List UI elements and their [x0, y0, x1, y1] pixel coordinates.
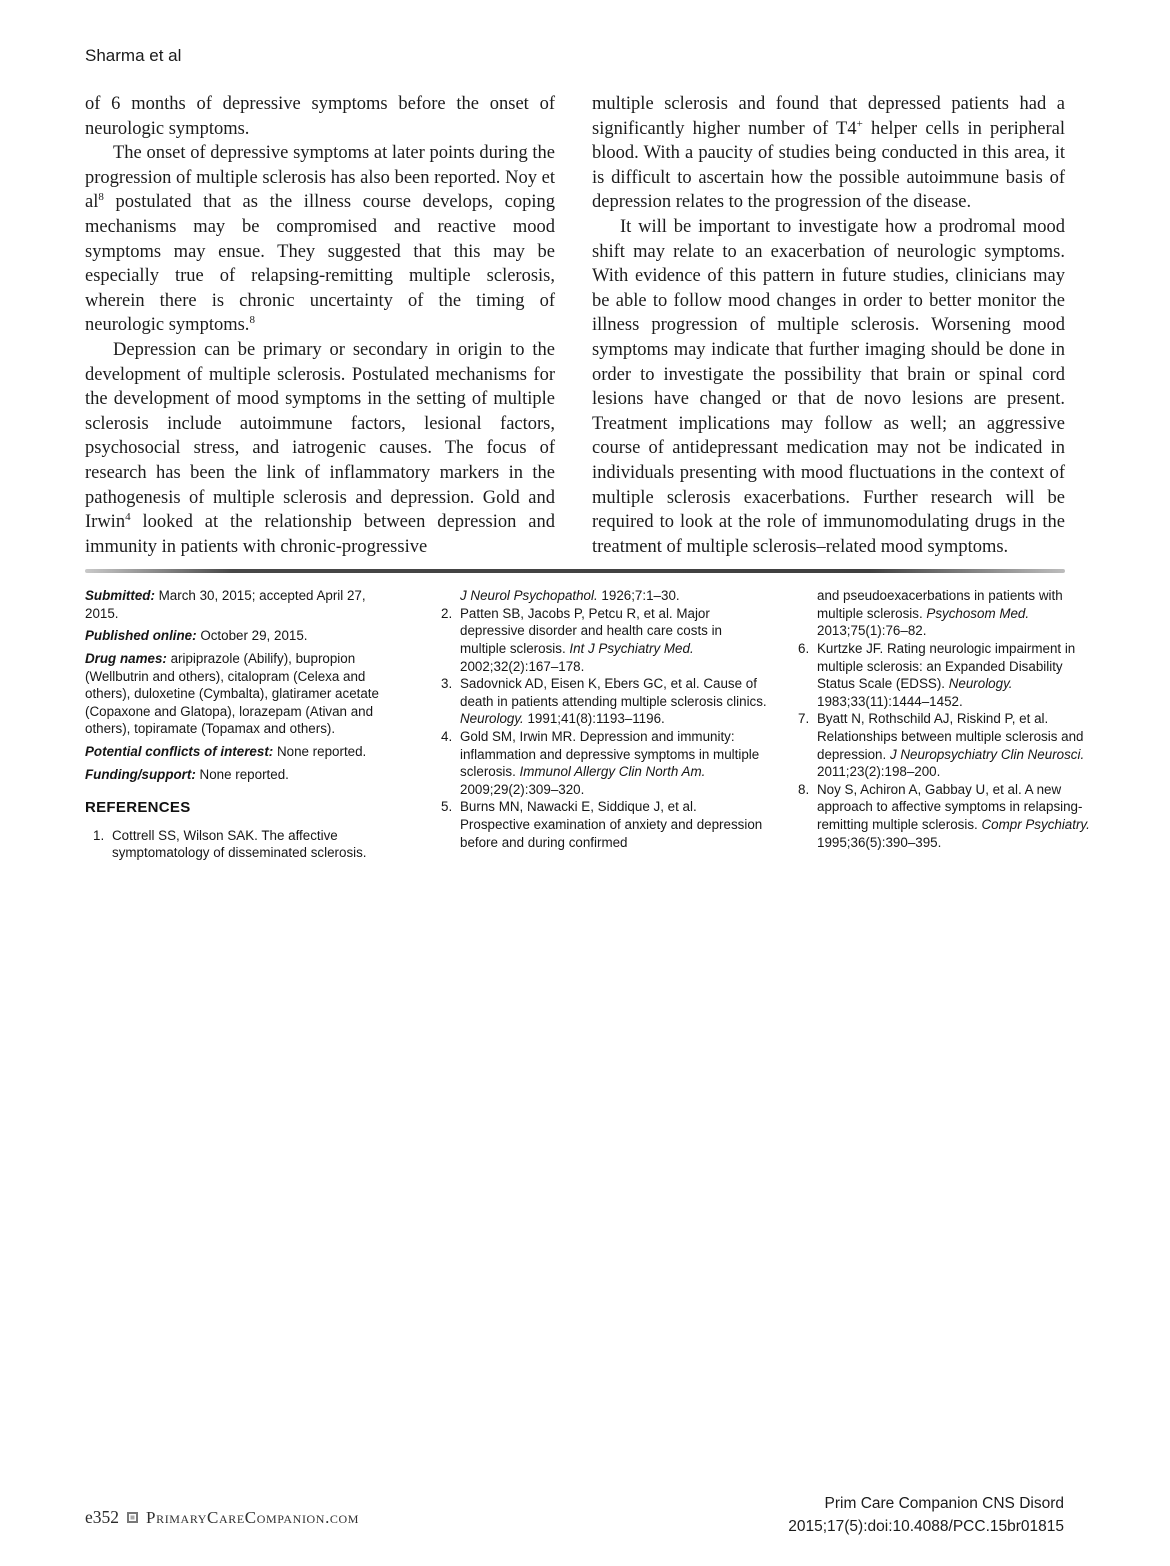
- reference-number: 3.: [441, 676, 453, 692]
- footnote-submitted: Submitted: March 30, 2015; accepted April 27, 2015.: [85, 588, 366, 621]
- article-body: [85, 92, 1065, 559]
- reference-item-5-continued: [790, 587, 1090, 640]
- journal-doi: 2015;17(5):doi:10.4088/PCC.15br01815: [788, 1518, 1064, 1535]
- reference-item-6: [790, 640, 1090, 710]
- footnote-funding: Funding/support: None reported.: [85, 766, 289, 782]
- reference-number: 2.: [441, 605, 453, 621]
- journal-site-url: PrimaryCareCompanion.com: [146, 1507, 360, 1527]
- reference-number: [790, 587, 817, 640]
- reference-text: Byatt N, Rothschild AJ, Riskind P, et al. Relationships between multiple sclerosis and depression. J Neuropsychiatry Clin Neurosci. 2011;23(2):198–200.: [817, 711, 1085, 780]
- reference-number: 6.: [798, 641, 810, 657]
- section-divider: [85, 569, 1065, 573]
- running-head: Sharma et al: [85, 46, 182, 65]
- footnote-conflicts: Potential conflicts of interest: None reported.: [85, 744, 367, 760]
- page-footer: [85, 1492, 1064, 1538]
- body-paragraph: of 6 months of depressive symptoms before the onset of neurologic symptoms.: [85, 94, 555, 139]
- reference-item-1: [85, 827, 385, 862]
- footnotes-column-3: [790, 587, 1090, 862]
- reference-text: and pseudoexacerbations in patients with multiple sclerosis. Psychosom Med. 2013;75(1):76–82.: [817, 588, 1063, 639]
- reference-item-5: [433, 798, 768, 851]
- body-paragraph: Depression can be primary or secondary in origin to the development of multiple sclerosis. Postulated mechanisms for the development of mood symptoms in the setting of multiple sclerosis include autoimmune factors, lesional factors, psychosocial stress, and iatrogenic causes. The focus of research has been the link of inflammatory markers in the pathogenesis of multiple sclerosis and depression. Gold and Irwin$^4$ looked at the relationship between depression and immunity in patients with chronic-progressive: [85, 339, 555, 557]
- body-paragraph: multiple sclerosis and found that depressed patients had a significantly higher number of T4+ helper cells in peripheral blood. With a paucity of studies being conducted in this area, it is difficult to ascertain how the possible autoimmune basis of depression relates to the progression of the disease.: [592, 94, 1065, 213]
- reference-number: 7.: [798, 711, 810, 727]
- reference-item-8: [790, 781, 1090, 851]
- reference-text: Burns MN, Nawacki E, Siddique J, et al. Prospective examination of anxiety and depression before and during confirmed: [460, 799, 763, 850]
- page-number: e352: [85, 1507, 120, 1527]
- reference-number: 5.: [441, 799, 453, 815]
- reference-item-7: [790, 710, 1090, 780]
- footnotes-column-1: [85, 587, 385, 862]
- body-paragraph: It will be important to investigate how a prodromal mood shift may relate to an exacerbation of neurologic symptoms. With evidence of this pattern in future studies, clinicians may be able to follow mood changes in order to better monitor the illness progression of multiple sclerosis. Worsening mood symptoms may indicate that further imaging should be done in order to investigate the possibility that brain or spinal cord lesions have changed or that de novo lesions are present. Treatment implications may follow as well; an aggressive course of antidepressant medication may not be indicated in individuals presenting with mood fluctuations in the context of multiple sclerosis exacerbations. Further research will be required to look at the role of immunomodulating drugs in the treatment of multiple sclerosis–related mood symptoms.: [592, 216, 1065, 557]
- page-marker-icon: [127, 1512, 138, 1523]
- footer-right: [788, 1492, 1064, 1538]
- reference-item-3: [433, 675, 768, 728]
- article-column-left: [85, 92, 555, 559]
- references-heading: REFERENCES: [85, 799, 191, 817]
- reference-text: Gold SM, Irwin MR. Depression and immunity: inflammation and depressive symptoms in multiple sclerosis. Immunol Allergy Clin North Am. 2009;29(2):309–320.: [460, 729, 760, 797]
- reference-text: Sadovnick AD, Eisen K, Ebers GC, et al. Cause of death in patients attending multiple sclerosis clinics. Neurology. 1991;41(8):1193–1196.: [460, 676, 767, 727]
- journal-name: Prim Care Companion CNS Disord: [824, 1495, 1064, 1512]
- reference-text: Cottrell SS, Wilson SAK. The affective symptomatology of disseminated sclerosis.: [112, 827, 367, 861]
- footer-left: [85, 1507, 359, 1538]
- reference-text: Kurtzke JF. Rating neurologic impairment in multiple sclerosis: an Expanded Disability Status Scale (EDSS). Neurology. 1983;33(11):1444–1452.: [817, 641, 1076, 709]
- reference-number: 8.: [798, 781, 810, 797]
- footnote-published-online: Published online: October 29, 2015.: [85, 628, 308, 644]
- reference-text: Noy S, Achiron A, Gabbay U, et al. A new approach to affective symptoms in relapsing-remitting multiple sclerosis. Compr Psychiatry. 1995;36(5):390–395.: [817, 781, 1090, 850]
- reference-number: [433, 587, 460, 605]
- reference-text: Patten SB, Jacobs P, Petcu R, et al. Major depressive disorder and health care costs in multiple sclerosis. Int J Psychiatry Med. 2002;32(2):167–178.: [460, 605, 723, 674]
- footnotes-column-2: [433, 587, 768, 862]
- article-column-right: [592, 92, 1065, 559]
- reference-text: J Neurol Psychopathol. 1926;7:1–30.: [460, 588, 680, 604]
- reference-item-2: [433, 605, 768, 675]
- body-paragraph: The onset of depressive symptoms at later points during the progression of multiple sclerosis has also been reported. Noy et $al^8$ postulated that as the illness course develops, coping mechanisms may be compromised and reactive mood symptoms may ensue. They suggested that this may be especially true of relapsing-remitting multiple sclerosis, wherein there is chronic uncertainty of the timing of neurologic symptoms.$^8$: [85, 143, 555, 336]
- reference-item-4: [433, 728, 768, 798]
- reference-number: 4.: [441, 729, 453, 745]
- reference-item-1-continued: [433, 587, 768, 605]
- footnote-drug-names: Drug names: aripiprazole (Abilify), bupropion (Wellbutrin and others), citalopram (Celexa and others), duloxetine (Cymbalta), glatiramer acetate (Copaxone and Glatopa), lorazepam (Ativan and others), topiramate (Topamax and others).: [85, 651, 379, 737]
- footnotes-section: [85, 587, 1090, 862]
- reference-number: 1.: [93, 827, 105, 843]
